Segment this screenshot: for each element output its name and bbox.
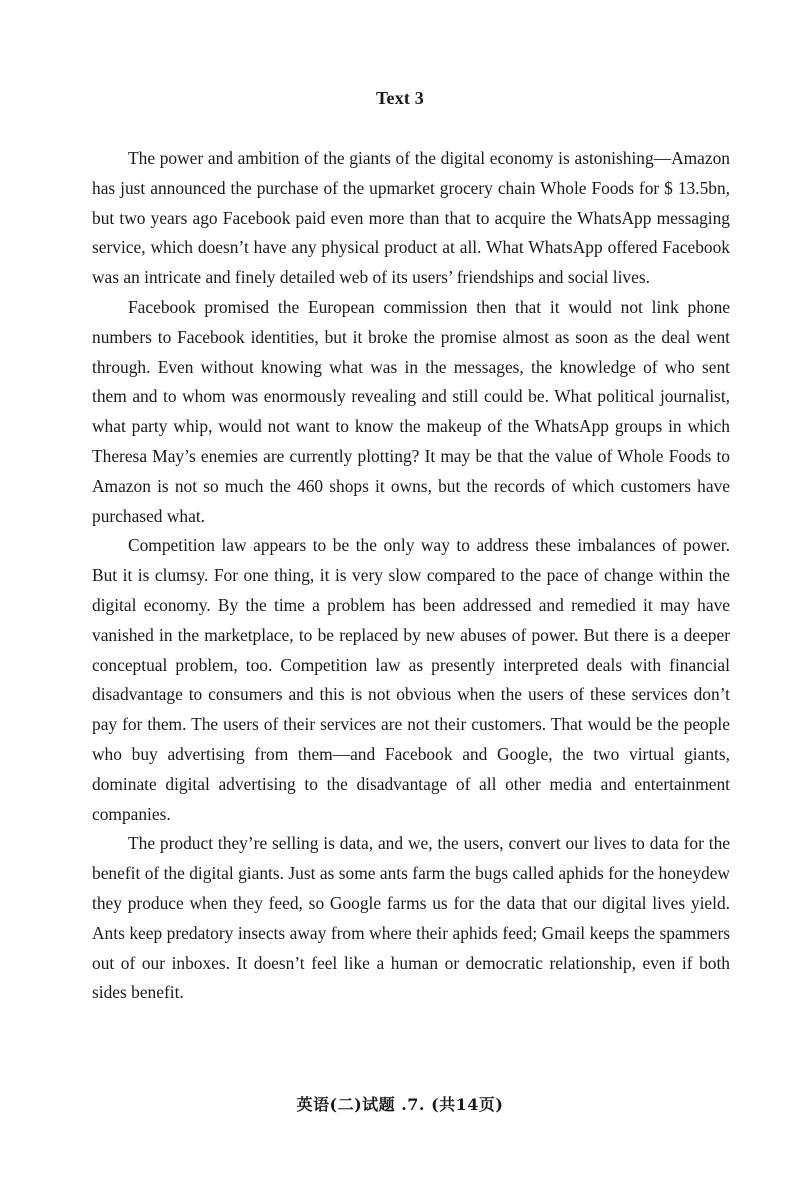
paragraph-1: The power and ambition of the giants of the digital economy is astonishing—Amazon has just announced the purchase of the upmarket grocery chain Whole Foods for $ 13.5bn, but two years ago Facebook paid even more than that to acquire the WhatsApp messaging service, which doesn’t have any physical product at all. What WhatsApp offered Facebook was an intricate and finely detailed web of its users’ friendships and social lives. <box>92 148 730 288</box>
paragraph-4: The product they’re selling is data, and we, the users, convert our lives to data for the benefit of the digital giants. Just as some ants farm the bugs called aphids for the honeydew they produce when they feed, so Google farms us for the data that our digital lives yield. Ants keep predatory insects away from where their aphids feed; Gmail keeps the spammers out of our inboxes. It doesn’t feel like a human or democratic relationship, even if both sides benefit. <box>92 833 730 1003</box>
paragraph-3: Competition law appears to be the only way to address these imbalances of power. But it is clumsy. For one thing, it is very slow compared to the pace of change within the digital economy. By the time a problem has been addressed and remedied it may have vanished in the marketplace, to be replaced by new abuses of power. But there is a deeper conceptual problem, too. Competition law as presently interpreted deals with financial disadvantage to consumers and this is not obvious when the users of these services don’t pay for them. The users of their services are not their customers. That would be the people who buy advertising from them—and Facebook and Google, the two virtual giants, dominate digital advertising to the disadvantage of all other media and entertainment companies. <box>92 535 730 824</box>
passage-body <box>92 144 730 1008</box>
paragraph-2: Facebook promised the European commission then that it would not link phone numbers to Facebook identities, but it broke the promise almost as soon as the deal went through. Even without knowing what was in the messages, the knowledge of who sent them and to whom was enormously revealing and still could be. What political journalist, what party whip, would not want to know the makeup of the WhatsApp groups in which Theresa May’s enemies are currently plotting? It may be that the value of Whole Foods to Amazon is not so much the 460 shops it owns, but the records of which customers have purchased what. <box>92 296 730 526</box>
page-footer: 英语(二)试题 .7. (共14页) <box>296 1095 504 1114</box>
section-title: Text 3 <box>375 88 425 108</box>
